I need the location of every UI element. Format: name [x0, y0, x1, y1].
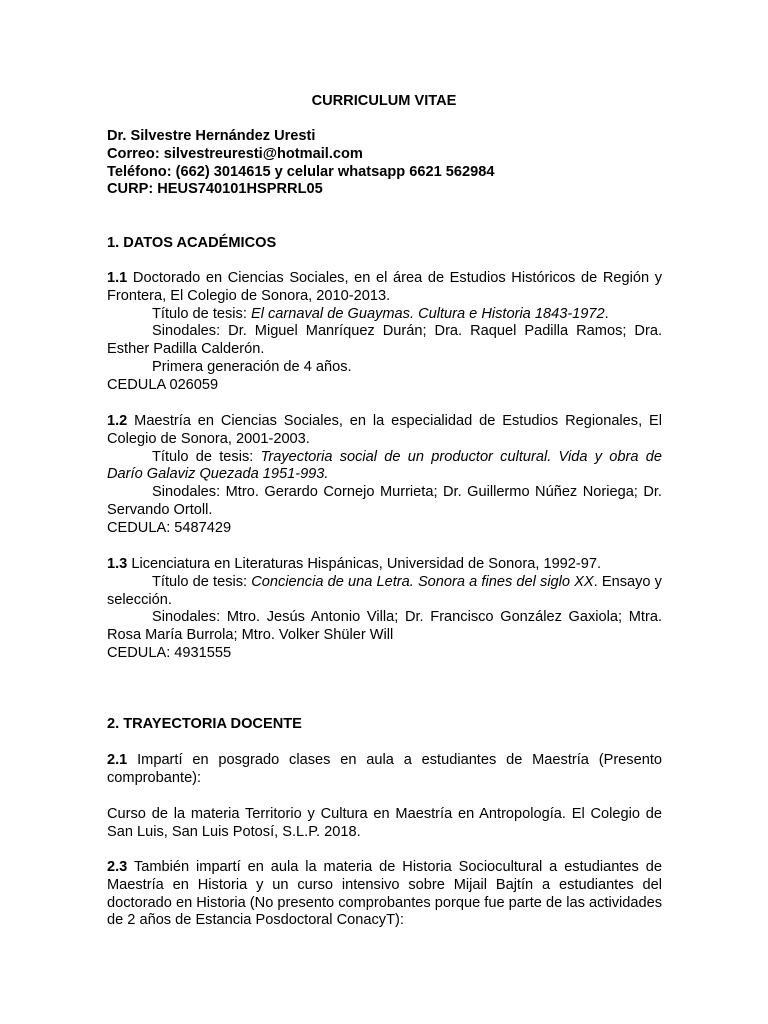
thesis-title: Conciencia de una Letra. Sonora a fines del siglo XX: [251, 573, 594, 590]
entry-1-1: [107, 270, 662, 395]
sinodales: Sinodales: Mtro. Jesús Antonio Villa; Dr. Francisco González Gaxiola; Mtra. Rosa María Burrola; Mtro. Volker Shüler Will: [107, 609, 662, 644]
course-text: Curso de la materia Territorio y Cultura en Maestría en Antropología. El Colegio de San Luis, San Luis Potosí, S.L.P. 2018.: [107, 806, 662, 840]
thesis-label: Título de tesis:: [152, 573, 252, 590]
entry-number: 2.1: [107, 752, 128, 768]
entry-number: 1.1: [107, 270, 128, 286]
cedula: CEDULA: 4931555: [107, 644, 232, 661]
author-name: Dr. Silvestre Hernández Uresti: [107, 128, 316, 144]
thesis-label: Título de tesis:: [152, 448, 261, 465]
sinodales: Sinodales: Dr. Miguel Manríquez Durán; Dra. Raquel Padilla Ramos; Dra. Esther Padilla Calderón.: [107, 323, 662, 358]
cedula: CEDULA 026059: [107, 376, 219, 393]
cedula: CEDULA: 5487429: [107, 519, 232, 536]
entry-extra: Primera generación de 4 años.: [152, 358, 352, 375]
document-title: CURRICULUM VITAE: [311, 93, 457, 109]
curp-line: CURP: HEUS740101HSPRRL05: [107, 181, 323, 198]
section-heading-academic: 1. DATOS ACADÉMICOS: [107, 235, 277, 251]
contact-block: [107, 128, 662, 199]
sinodales: Sinodales: Mtro. Gerardo Cornejo Murrieta; Dr. Guillermo Núñez Noriega; Dr. Servando Ortoll.: [107, 484, 662, 518]
entry-text: Impartí en posgrado clases en aula a estudiantes de Maestría (Presento comprobante):: [107, 752, 662, 786]
entry-text: También impartí en aula la materia de Historia Sociocultural a estudiantes de Maestría en Historia y un curso intensivo sobre Mijail Bajtín a estudiantes del doctorado en Historia (No presento comprobantes porque fue parte de las actividades de 2 años de Estancia Posdoctoral ConacyT):: [107, 859, 662, 929]
entry-2-3: [107, 859, 662, 930]
section-heading-teaching: 2. TRAYECTORIA DOCENTE: [107, 716, 302, 732]
entry-number: 1.3: [107, 556, 128, 572]
entry-text: Maestría en Ciencias Sociales, en la especialidad de Estudios Regionales, El Colegio de Sonora, 2001-2003.: [107, 413, 662, 447]
entry-1-2: [107, 413, 662, 538]
thesis-title: Trayectoria social de un productor cultural. Vida y obra de Darío Galaviz Quezada 1951-993.: [107, 448, 662, 483]
entry-text: Doctorado en Ciencias Sociales, en el área de Estudios Históricos de Región y Frontera, El Colegio de Sonora, 2010-2013.: [107, 270, 662, 304]
entry-number: 1.2: [107, 413, 128, 429]
email-line: Correo: silvestreuresti@hotmail.com: [107, 145, 363, 162]
entry-1-3: [107, 556, 662, 663]
phone-line: Teléfono: (662) 3014615 y celular whatsapp 6621 562984: [107, 163, 495, 180]
thesis-label: Título de tesis:: [152, 305, 251, 322]
entry-number: 2.3: [107, 859, 128, 875]
course-entry: [107, 806, 662, 842]
thesis-end: . Ensayo y selección.: [107, 573, 662, 608]
entry-text: Licenciatura en Literaturas Hispánicas, Universidad de Sonora, 1992-97.: [127, 556, 602, 572]
thesis-end: .: [604, 305, 609, 322]
entry-2-1: [107, 752, 662, 788]
thesis-title: El carnaval de Guaymas. Cultura e Historia 1843-1972: [250, 305, 605, 322]
